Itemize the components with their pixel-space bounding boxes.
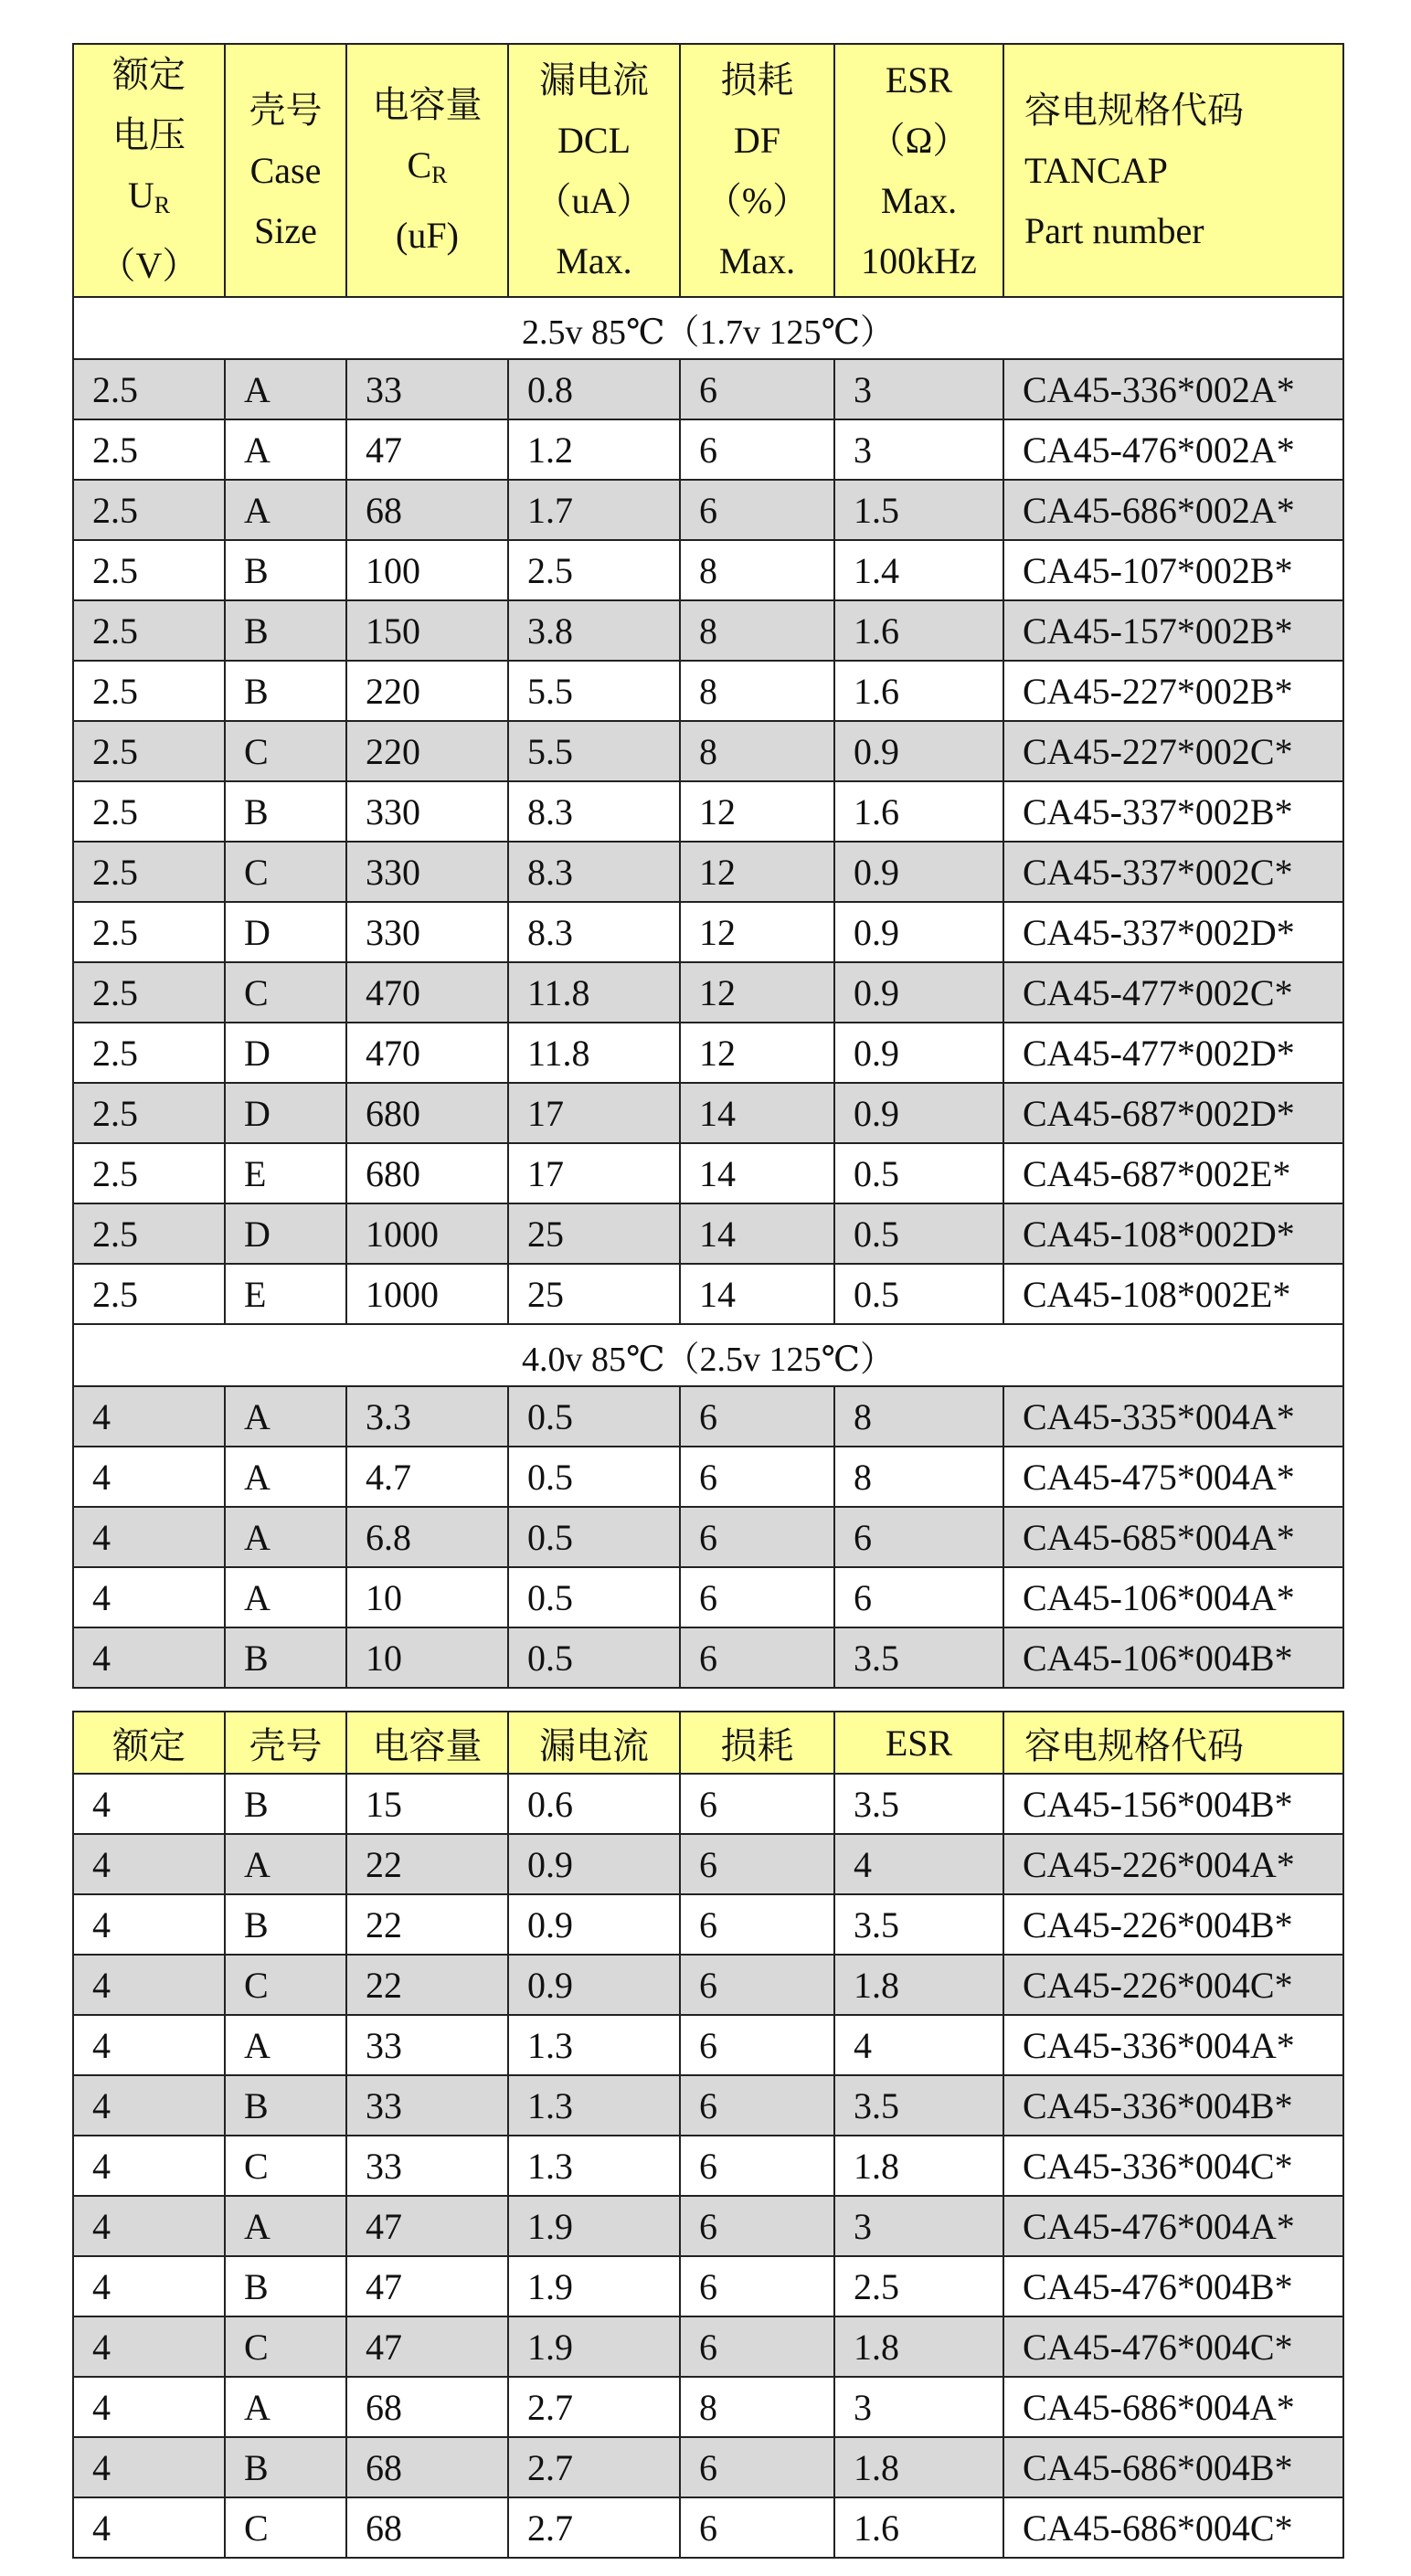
cell-dcl: 11.8 bbox=[508, 1023, 680, 1083]
header-case-size: 壳号 Case Size bbox=[225, 44, 346, 297]
cell-part-number: CA45-226*004C* bbox=[1003, 1955, 1343, 2015]
capacitor-spec-table-continued bbox=[72, 1711, 1344, 2559]
cell-case: B bbox=[225, 2437, 346, 2497]
cell-esr: 6 bbox=[834, 1567, 1003, 1627]
cell-capacitance: 4.7 bbox=[346, 1447, 508, 1507]
cell-part-number: CA45-227*002B* bbox=[1003, 661, 1343, 721]
table-row bbox=[73, 480, 1343, 540]
cell-df: 6 bbox=[680, 1627, 834, 1688]
cell-part-number: CA45-336*004C* bbox=[1003, 2136, 1343, 2196]
cell-capacitance: 22 bbox=[346, 1955, 508, 2015]
cell-dcl: 1.3 bbox=[508, 2015, 680, 2075]
cell-case: B bbox=[225, 2256, 346, 2316]
cell-part-number: CA45-477*002C* bbox=[1003, 962, 1343, 1023]
cell-capacitance: 47 bbox=[346, 2316, 508, 2377]
cell-voltage: 2.5 bbox=[73, 540, 225, 600]
cell-voltage: 2.5 bbox=[73, 1023, 225, 1083]
cell-df: 6 bbox=[680, 1894, 834, 1955]
cell-part-number: CA45-108*002E* bbox=[1003, 1264, 1343, 1324]
cell-case: C bbox=[225, 842, 346, 902]
cell-voltage: 2.5 bbox=[73, 480, 225, 540]
cell-df: 6 bbox=[680, 1834, 834, 1894]
cell-esr: 3.5 bbox=[834, 2075, 1003, 2136]
cell-part-number: CA45-686*004C* bbox=[1003, 2497, 1343, 2558]
cell-dcl: 0.9 bbox=[508, 1894, 680, 1955]
header-rated-voltage-short: 额定 bbox=[73, 1712, 225, 1774]
cell-voltage: 4 bbox=[73, 1386, 225, 1447]
section-title: 4.0v 85℃（2.5v 125℃） bbox=[73, 1324, 1343, 1386]
table-row bbox=[73, 1567, 1343, 1627]
cell-case: E bbox=[225, 1143, 346, 1203]
cell-capacitance: 47 bbox=[346, 419, 508, 480]
cell-dcl: 0.5 bbox=[508, 1386, 680, 1447]
cell-capacitance: 1000 bbox=[346, 1264, 508, 1324]
cell-part-number: CA45-686*002A* bbox=[1003, 480, 1343, 540]
cell-part-number: CA45-337*002D* bbox=[1003, 902, 1343, 962]
cell-df: 6 bbox=[680, 2075, 834, 2136]
cell-esr: 1.4 bbox=[834, 540, 1003, 600]
cell-case: C bbox=[225, 962, 346, 1023]
cell-df: 6 bbox=[680, 1507, 834, 1567]
cell-capacitance: 1000 bbox=[346, 1203, 508, 1264]
table-row bbox=[73, 419, 1343, 480]
cell-capacitance: 47 bbox=[346, 2196, 508, 2256]
cell-voltage: 4 bbox=[73, 2196, 225, 2256]
table-row bbox=[73, 1143, 1343, 1203]
table-row bbox=[73, 962, 1343, 1023]
header-part-number: 容电规格代码 TANCAP Part number bbox=[1003, 44, 1343, 297]
cell-esr: 0.9 bbox=[834, 842, 1003, 902]
cell-esr: 0.9 bbox=[834, 1083, 1003, 1143]
cell-voltage: 2.5 bbox=[73, 1143, 225, 1203]
cell-part-number: CA45-156*004B* bbox=[1003, 1774, 1343, 1834]
table-header-row bbox=[73, 44, 1343, 297]
cell-part-number: CA45-476*004C* bbox=[1003, 2316, 1343, 2377]
cell-voltage: 4 bbox=[73, 2256, 225, 2316]
cell-case: B bbox=[225, 540, 346, 600]
cell-part-number: CA45-157*002B* bbox=[1003, 600, 1343, 661]
cell-dcl: 0.9 bbox=[508, 1955, 680, 2015]
cell-part-number: CA45-226*004A* bbox=[1003, 1834, 1343, 1894]
cell-voltage: 2.5 bbox=[73, 1203, 225, 1264]
cell-dcl: 1.3 bbox=[508, 2136, 680, 2196]
cell-part-number: CA45-686*004A* bbox=[1003, 2377, 1343, 2437]
cell-case: A bbox=[225, 2196, 346, 2256]
cell-voltage: 2.5 bbox=[73, 359, 225, 419]
cell-part-number: CA45-337*002B* bbox=[1003, 781, 1343, 842]
section-title: 2.5v 85℃（1.7v 125℃） bbox=[73, 297, 1343, 359]
cell-part-number: CA45-477*002D* bbox=[1003, 1023, 1343, 1083]
cell-df: 8 bbox=[680, 600, 834, 661]
cell-dcl: 25 bbox=[508, 1264, 680, 1324]
repeated-header-row bbox=[73, 1712, 1343, 1774]
table-row bbox=[73, 1774, 1343, 1834]
cell-voltage: 2.5 bbox=[73, 600, 225, 661]
header-leakage-current: 漏电流 DCL （uA） Max. bbox=[508, 44, 680, 297]
cell-dcl: 1.9 bbox=[508, 2256, 680, 2316]
cell-df: 12 bbox=[680, 842, 834, 902]
cell-case: C bbox=[225, 721, 346, 781]
cell-df: 6 bbox=[680, 2316, 834, 2377]
cell-capacitance: 33 bbox=[346, 2015, 508, 2075]
table-row bbox=[73, 1627, 1343, 1688]
cell-esr: 3 bbox=[834, 2377, 1003, 2437]
cell-case: A bbox=[225, 1834, 346, 1894]
cell-esr: 0.9 bbox=[834, 1023, 1003, 1083]
cell-esr: 0.9 bbox=[834, 721, 1003, 781]
cell-part-number: CA45-335*004A* bbox=[1003, 1386, 1343, 1447]
cell-df: 14 bbox=[680, 1264, 834, 1324]
cell-voltage: 4 bbox=[73, 2075, 225, 2136]
cell-voltage: 4 bbox=[73, 1507, 225, 1567]
cell-capacitance: 100 bbox=[346, 540, 508, 600]
cell-part-number: CA45-476*004A* bbox=[1003, 2196, 1343, 2256]
cell-capacitance: 22 bbox=[346, 1894, 508, 1955]
cell-dcl: 2.7 bbox=[508, 2437, 680, 2497]
cell-capacitance: 68 bbox=[346, 480, 508, 540]
table-row bbox=[73, 2256, 1343, 2316]
cell-part-number: CA45-336*004B* bbox=[1003, 2075, 1343, 2136]
cell-voltage: 2.5 bbox=[73, 721, 225, 781]
cell-esr: 1.6 bbox=[834, 661, 1003, 721]
cell-case: A bbox=[225, 1507, 346, 1567]
cell-case: A bbox=[225, 1386, 346, 1447]
cell-case: B bbox=[225, 781, 346, 842]
cell-capacitance: 470 bbox=[346, 1023, 508, 1083]
cell-case: C bbox=[225, 2316, 346, 2377]
table-row bbox=[73, 902, 1343, 962]
cell-df: 8 bbox=[680, 721, 834, 781]
cell-case: B bbox=[225, 1894, 346, 1955]
cell-part-number: CA45-108*002D* bbox=[1003, 1203, 1343, 1264]
cell-dcl: 0.5 bbox=[508, 1447, 680, 1507]
cell-part-number: CA45-687*002D* bbox=[1003, 1083, 1343, 1143]
cell-voltage: 2.5 bbox=[73, 781, 225, 842]
cell-df: 6 bbox=[680, 480, 834, 540]
cell-voltage: 4 bbox=[73, 2015, 225, 2075]
cell-part-number: CA45-475*004A* bbox=[1003, 1447, 1343, 1507]
header-esr-short: ESR bbox=[834, 1712, 1003, 1774]
cell-case: C bbox=[225, 2497, 346, 2558]
table-row bbox=[73, 1023, 1343, 1083]
cell-df: 6 bbox=[680, 359, 834, 419]
cell-part-number: CA45-107*002B* bbox=[1003, 540, 1343, 600]
cell-dcl: 5.5 bbox=[508, 661, 680, 721]
cell-voltage: 4 bbox=[73, 1567, 225, 1627]
cell-case: A bbox=[225, 480, 346, 540]
cell-case: D bbox=[225, 902, 346, 962]
header-part-number-short: 容电规格代码 bbox=[1003, 1712, 1343, 1774]
table-row bbox=[73, 2316, 1343, 2377]
cell-capacitance: 330 bbox=[346, 902, 508, 962]
cell-case: A bbox=[225, 2015, 346, 2075]
cell-esr: 1.8 bbox=[834, 1955, 1003, 2015]
cell-df: 12 bbox=[680, 962, 834, 1023]
cell-voltage: 2.5 bbox=[73, 661, 225, 721]
cell-voltage: 4 bbox=[73, 1447, 225, 1507]
cell-dcl: 25 bbox=[508, 1203, 680, 1264]
cell-esr: 0.5 bbox=[834, 1203, 1003, 1264]
cell-part-number: CA45-336*002A* bbox=[1003, 359, 1343, 419]
header-esr: ESR （Ω） Max. 100kHz bbox=[834, 44, 1003, 297]
cell-dcl: 2.7 bbox=[508, 2497, 680, 2558]
cell-case: A bbox=[225, 419, 346, 480]
cell-case: B bbox=[225, 661, 346, 721]
cell-voltage: 4 bbox=[73, 2437, 225, 2497]
cell-capacitance: 680 bbox=[346, 1083, 508, 1143]
cell-df: 12 bbox=[680, 902, 834, 962]
cell-voltage: 4 bbox=[73, 2377, 225, 2437]
cell-esr: 0.5 bbox=[834, 1143, 1003, 1203]
table-row bbox=[73, 1955, 1343, 2015]
cell-df: 14 bbox=[680, 1143, 834, 1203]
cell-case: A bbox=[225, 1567, 346, 1627]
header-capacitance: 电容量 $C_R$ (uF) bbox=[346, 44, 508, 297]
cell-df: 6 bbox=[680, 1774, 834, 1834]
cell-esr: 0.9 bbox=[834, 902, 1003, 962]
cell-df: 14 bbox=[680, 1083, 834, 1143]
cell-dcl: 0.6 bbox=[508, 1774, 680, 1834]
cell-case: B bbox=[225, 1627, 346, 1688]
cell-esr: 3 bbox=[834, 359, 1003, 419]
cell-capacitance: 68 bbox=[346, 2437, 508, 2497]
cell-esr: 8 bbox=[834, 1386, 1003, 1447]
cell-df: 6 bbox=[680, 1567, 834, 1627]
cell-df: 6 bbox=[680, 2437, 834, 2497]
cell-capacitance: 150 bbox=[346, 600, 508, 661]
table-row bbox=[73, 721, 1343, 781]
cell-esr: 2.5 bbox=[834, 2256, 1003, 2316]
cell-esr: 0.9 bbox=[834, 962, 1003, 1023]
cell-df: 8 bbox=[680, 661, 834, 721]
cell-dcl: 1.3 bbox=[508, 2075, 680, 2136]
header-case-size-short: 壳号 bbox=[225, 1712, 346, 1774]
table-row bbox=[73, 540, 1343, 600]
cell-part-number: CA45-106*004A* bbox=[1003, 1567, 1343, 1627]
table-row bbox=[73, 1264, 1343, 1324]
cell-case: D bbox=[225, 1023, 346, 1083]
cell-esr: 4 bbox=[834, 1834, 1003, 1894]
table-row bbox=[73, 2497, 1343, 2558]
cell-capacitance: 220 bbox=[346, 661, 508, 721]
cell-capacitance: 47 bbox=[346, 2256, 508, 2316]
header-capacitance-short: 电容量 bbox=[346, 1712, 508, 1774]
cell-dcl: 17 bbox=[508, 1143, 680, 1203]
cell-part-number: CA45-336*004A* bbox=[1003, 2015, 1343, 2075]
cell-capacitance: 33 bbox=[346, 2136, 508, 2196]
section-header-row bbox=[73, 297, 1343, 359]
cell-capacitance: 6.8 bbox=[346, 1507, 508, 1567]
cell-esr: 3.5 bbox=[834, 1894, 1003, 1955]
cell-capacitance: 15 bbox=[346, 1774, 508, 1834]
cell-case: B bbox=[225, 600, 346, 661]
cell-dcl: 1.2 bbox=[508, 419, 680, 480]
cell-dcl: 0.9 bbox=[508, 1834, 680, 1894]
cell-dcl: 8.3 bbox=[508, 781, 680, 842]
cell-capacitance: 10 bbox=[346, 1567, 508, 1627]
cell-df: 8 bbox=[680, 540, 834, 600]
cell-voltage: 2.5 bbox=[73, 902, 225, 962]
table-row bbox=[73, 1507, 1343, 1567]
cell-capacitance: 10 bbox=[346, 1627, 508, 1688]
table-row bbox=[73, 359, 1343, 419]
cell-case: A bbox=[225, 359, 346, 419]
cell-df: 6 bbox=[680, 419, 834, 480]
table-row bbox=[73, 1834, 1343, 1894]
cell-case: C bbox=[225, 2136, 346, 2196]
cell-df: 6 bbox=[680, 1955, 834, 2015]
cell-esr: 1.8 bbox=[834, 2437, 1003, 2497]
section-header-row bbox=[73, 1324, 1343, 1386]
cell-case: A bbox=[225, 1447, 346, 1507]
cell-esr: 8 bbox=[834, 1447, 1003, 1507]
header-rated-voltage: 额定 电压 $U_R$ （V） bbox=[73, 44, 225, 297]
cell-dcl: 1.7 bbox=[508, 480, 680, 540]
cell-case: A bbox=[225, 2377, 346, 2437]
cell-dcl: 0.5 bbox=[508, 1567, 680, 1627]
cell-part-number: CA45-685*004A* bbox=[1003, 1507, 1343, 1567]
cell-capacitance: 33 bbox=[346, 359, 508, 419]
cell-case: D bbox=[225, 1203, 346, 1264]
table-row bbox=[73, 600, 1343, 661]
cell-df: 14 bbox=[680, 1203, 834, 1264]
cell-voltage: 2.5 bbox=[73, 1083, 225, 1143]
cell-part-number: CA45-337*002C* bbox=[1003, 842, 1343, 902]
table-row bbox=[73, 842, 1343, 902]
cell-esr: 3.5 bbox=[834, 1774, 1003, 1834]
cell-capacitance: 68 bbox=[346, 2377, 508, 2437]
cell-df: 12 bbox=[680, 1023, 834, 1083]
cell-case: D bbox=[225, 1083, 346, 1143]
cell-capacitance: 22 bbox=[346, 1834, 508, 1894]
cell-df: 6 bbox=[680, 2196, 834, 2256]
cell-part-number: CA45-476*002A* bbox=[1003, 419, 1343, 480]
cell-capacitance: 68 bbox=[346, 2497, 508, 2558]
cell-dcl: 11.8 bbox=[508, 962, 680, 1023]
cell-voltage: 4 bbox=[73, 2316, 225, 2377]
cell-capacitance: 470 bbox=[346, 962, 508, 1023]
table-row bbox=[73, 661, 1343, 721]
cell-esr: 3.5 bbox=[834, 1627, 1003, 1688]
table-row bbox=[73, 781, 1343, 842]
cell-part-number: CA45-476*004B* bbox=[1003, 2256, 1343, 2316]
cell-esr: 1.8 bbox=[834, 2316, 1003, 2377]
cell-dcl: 1.9 bbox=[508, 2196, 680, 2256]
cell-df: 6 bbox=[680, 2136, 834, 2196]
cell-part-number: CA45-227*002C* bbox=[1003, 721, 1343, 781]
header-leakage-current-short: 漏电流 bbox=[508, 1712, 680, 1774]
cell-capacitance: 3.3 bbox=[346, 1386, 508, 1447]
cell-part-number: CA45-686*004B* bbox=[1003, 2437, 1343, 2497]
cell-voltage: 2.5 bbox=[73, 1264, 225, 1324]
cell-dcl: 0.8 bbox=[508, 359, 680, 419]
cell-esr: 1.5 bbox=[834, 480, 1003, 540]
cell-case: B bbox=[225, 2075, 346, 2136]
cell-part-number: CA45-687*002E* bbox=[1003, 1143, 1343, 1203]
cell-dcl: 2.7 bbox=[508, 2377, 680, 2437]
cell-capacitance: 680 bbox=[346, 1143, 508, 1203]
cell-part-number: CA45-226*004B* bbox=[1003, 1894, 1343, 1955]
cell-case: B bbox=[225, 1774, 346, 1834]
header-dissipation-factor-short: 损耗 bbox=[680, 1712, 834, 1774]
cell-capacitance: 220 bbox=[346, 721, 508, 781]
cell-voltage: 4 bbox=[73, 1774, 225, 1834]
cell-voltage: 2.5 bbox=[73, 419, 225, 480]
table-row bbox=[73, 1894, 1343, 1955]
table-row bbox=[73, 2075, 1343, 2136]
table-row bbox=[73, 1083, 1343, 1143]
cell-df: 6 bbox=[680, 2497, 834, 2558]
cell-dcl: 0.5 bbox=[508, 1507, 680, 1567]
cell-capacitance: 33 bbox=[346, 2075, 508, 2136]
table-row bbox=[73, 2437, 1343, 2497]
cell-esr: 1.6 bbox=[834, 781, 1003, 842]
cell-df: 8 bbox=[680, 2377, 834, 2437]
cell-voltage: 4 bbox=[73, 1834, 225, 1894]
cell-esr: 1.6 bbox=[834, 600, 1003, 661]
table-row bbox=[73, 2377, 1343, 2437]
cell-voltage: 4 bbox=[73, 2136, 225, 2196]
cell-part-number: CA45-106*004B* bbox=[1003, 1627, 1343, 1688]
cell-dcl: 0.5 bbox=[508, 1627, 680, 1688]
cell-esr: 3 bbox=[834, 2196, 1003, 2256]
cell-esr: 1.6 bbox=[834, 2497, 1003, 2558]
cell-esr: 4 bbox=[834, 2015, 1003, 2075]
cell-dcl: 1.9 bbox=[508, 2316, 680, 2377]
table-row bbox=[73, 2015, 1343, 2075]
cell-voltage: 2.5 bbox=[73, 842, 225, 902]
cell-voltage: 4 bbox=[73, 1955, 225, 2015]
cell-voltage: 2.5 bbox=[73, 962, 225, 1023]
capacitor-spec-table bbox=[72, 43, 1344, 1689]
table-row bbox=[73, 2196, 1343, 2256]
cell-dcl: 8.3 bbox=[508, 902, 680, 962]
cell-voltage: 4 bbox=[73, 2497, 225, 2558]
cell-voltage: 4 bbox=[73, 1627, 225, 1688]
cell-dcl: 3.8 bbox=[508, 600, 680, 661]
cell-voltage: 4 bbox=[73, 1894, 225, 1955]
cell-df: 12 bbox=[680, 781, 834, 842]
cell-df: 6 bbox=[680, 2015, 834, 2075]
cell-esr: 6 bbox=[834, 1507, 1003, 1567]
cell-dcl: 2.5 bbox=[508, 540, 680, 600]
cell-df: 6 bbox=[680, 1386, 834, 1447]
cell-dcl: 17 bbox=[508, 1083, 680, 1143]
table-row bbox=[73, 1386, 1343, 1447]
table-row bbox=[73, 1203, 1343, 1264]
cell-esr: 0.5 bbox=[834, 1264, 1003, 1324]
cell-esr: 3 bbox=[834, 419, 1003, 480]
table-row bbox=[73, 2136, 1343, 2196]
cell-df: 6 bbox=[680, 2256, 834, 2316]
header-dissipation-factor: 损耗 DF （%） Max. bbox=[680, 44, 834, 297]
cell-capacitance: 330 bbox=[346, 781, 508, 842]
cell-dcl: 5.5 bbox=[508, 721, 680, 781]
cell-df: 6 bbox=[680, 1447, 834, 1507]
cell-case: C bbox=[225, 1955, 346, 2015]
cell-capacitance: 330 bbox=[346, 842, 508, 902]
cell-esr: 1.8 bbox=[834, 2136, 1003, 2196]
table-row bbox=[73, 1447, 1343, 1507]
cell-dcl: 8.3 bbox=[508, 842, 680, 902]
cell-case: E bbox=[225, 1264, 346, 1324]
